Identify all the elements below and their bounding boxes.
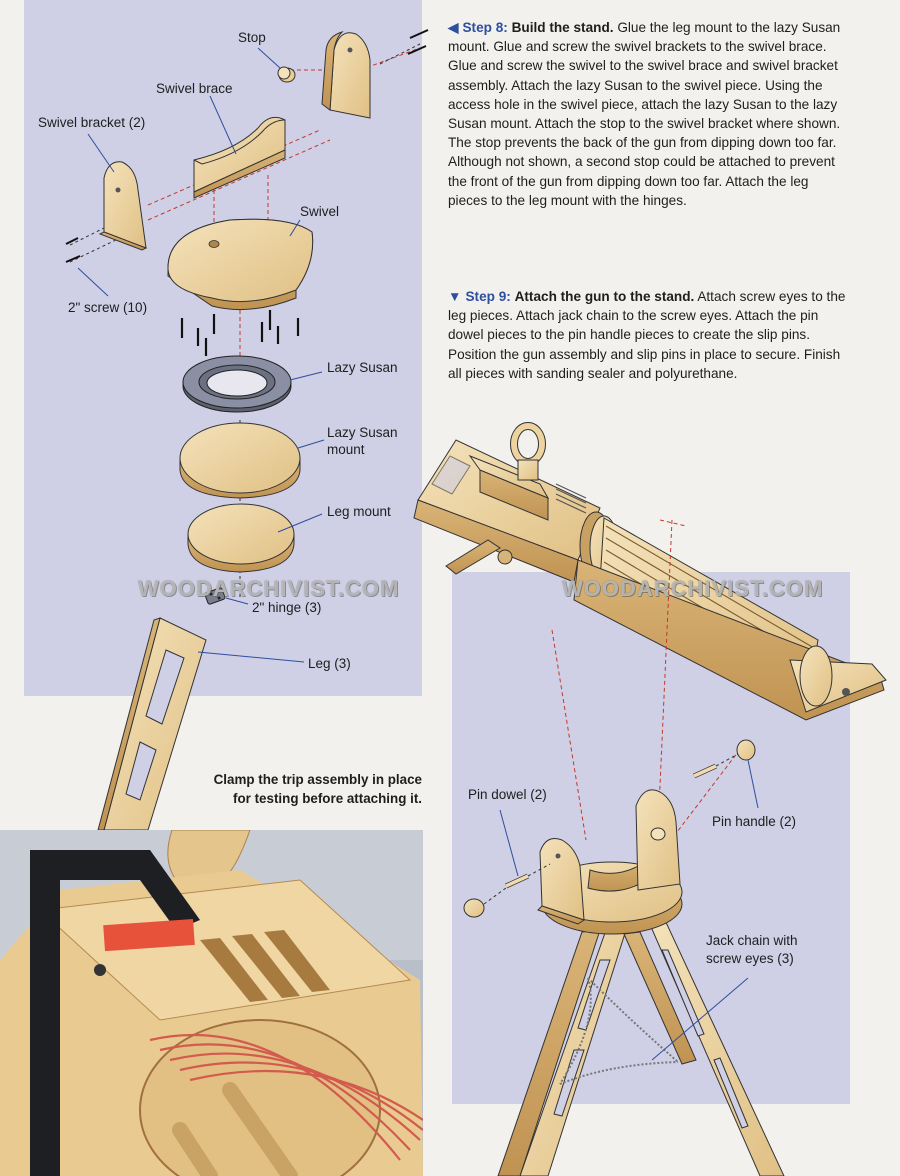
label-swivel: Swivel: [300, 204, 340, 219]
step-9-text: [448, 287, 850, 383]
swivel-brace-part: [194, 117, 285, 198]
label-lazy-susan-mount-1: Lazy Susan: [327, 425, 398, 440]
stand-assembly: [498, 790, 784, 1176]
label-hinge: 2" hinge (3): [252, 600, 322, 615]
swivel-part: [168, 219, 313, 309]
down-triangle-icon: ▼: [448, 289, 462, 304]
watermark-right: WOODARCHIVIST.COM: [562, 576, 824, 601]
label-swivel-bracket: Swivel bracket (2): [38, 115, 146, 130]
label-jack-chain-1: Jack chain with: [706, 933, 798, 948]
step-9-title: Attach the gun to the stand.: [514, 289, 695, 304]
step-8-number: Step 8:: [462, 20, 508, 35]
leg-mount-part: [188, 504, 294, 572]
label-pin-handle: Pin handle (2): [712, 814, 797, 829]
caption-line-1: Clamp the trip assembly in place: [213, 772, 422, 787]
caption-line-2: for testing before attaching it.: [233, 791, 422, 806]
label-lazy-susan: Lazy Susan: [327, 360, 398, 375]
left-triangle-icon: ◀: [448, 20, 459, 35]
label-lazy-susan-mount-2: mount: [327, 442, 365, 457]
step-9-heading: [448, 289, 511, 304]
photo-caption: [162, 770, 422, 808]
label-screw: 2" screw (10): [68, 300, 148, 315]
lazy-susan-mount-part: [180, 423, 300, 498]
label-leg-mount: Leg mount: [327, 504, 391, 519]
label-swivel-brace: Swivel brace: [156, 81, 233, 96]
label-pin-dowel: Pin dowel (2): [468, 787, 547, 802]
label-stop: Stop: [238, 30, 266, 45]
watermark-left: WOODARCHIVIST.COM: [138, 576, 400, 601]
step-9-body: Attach screw eyes to the leg pieces. Attach jack chain to the screw eyes. Attach the pin dowel pieces to the pin handle pieces to create the slip pins. Position the gun assembly and slip pins in place to secure. Finish all pieces with sanding sealer and polyurethane.: [448, 289, 846, 381]
step-8-text: [448, 18, 850, 210]
stop-part: [278, 67, 295, 82]
lazy-susan-part: [183, 356, 291, 412]
gun-assembly: [414, 426, 886, 720]
label-leg: Leg (3): [308, 656, 351, 671]
step-8-title: Build the stand.: [511, 20, 614, 35]
swivel-bracket-right: [322, 32, 370, 118]
trip-assembly-photo: [0, 830, 423, 1176]
label-jack-chain-2: screw eyes (3): [706, 951, 794, 966]
step-9-number: Step 9:: [465, 289, 511, 304]
step-8-heading: [448, 20, 508, 35]
swivel-bracket-left: [100, 162, 146, 250]
step-8-body: Glue the leg mount to the lazy Susan mount. Glue and screw the swivel brackets to the swivel brace. Glue and screw the swivel to the swivel brace and swivel bracket assembly. Attach the lazy Susan to the swivel piece. Using the access hole in the swivel piece, attach the lazy Susan to the lazy Susan mount. Attach the stop to the swivel bracket where shown. The stop prevents the back of the gun from dipping down too far. Although not shown, a second stop could be attached to prevent the front of the gun from dipping down too far. Attach the leg pieces to the leg mount with the hinges.: [448, 20, 841, 208]
